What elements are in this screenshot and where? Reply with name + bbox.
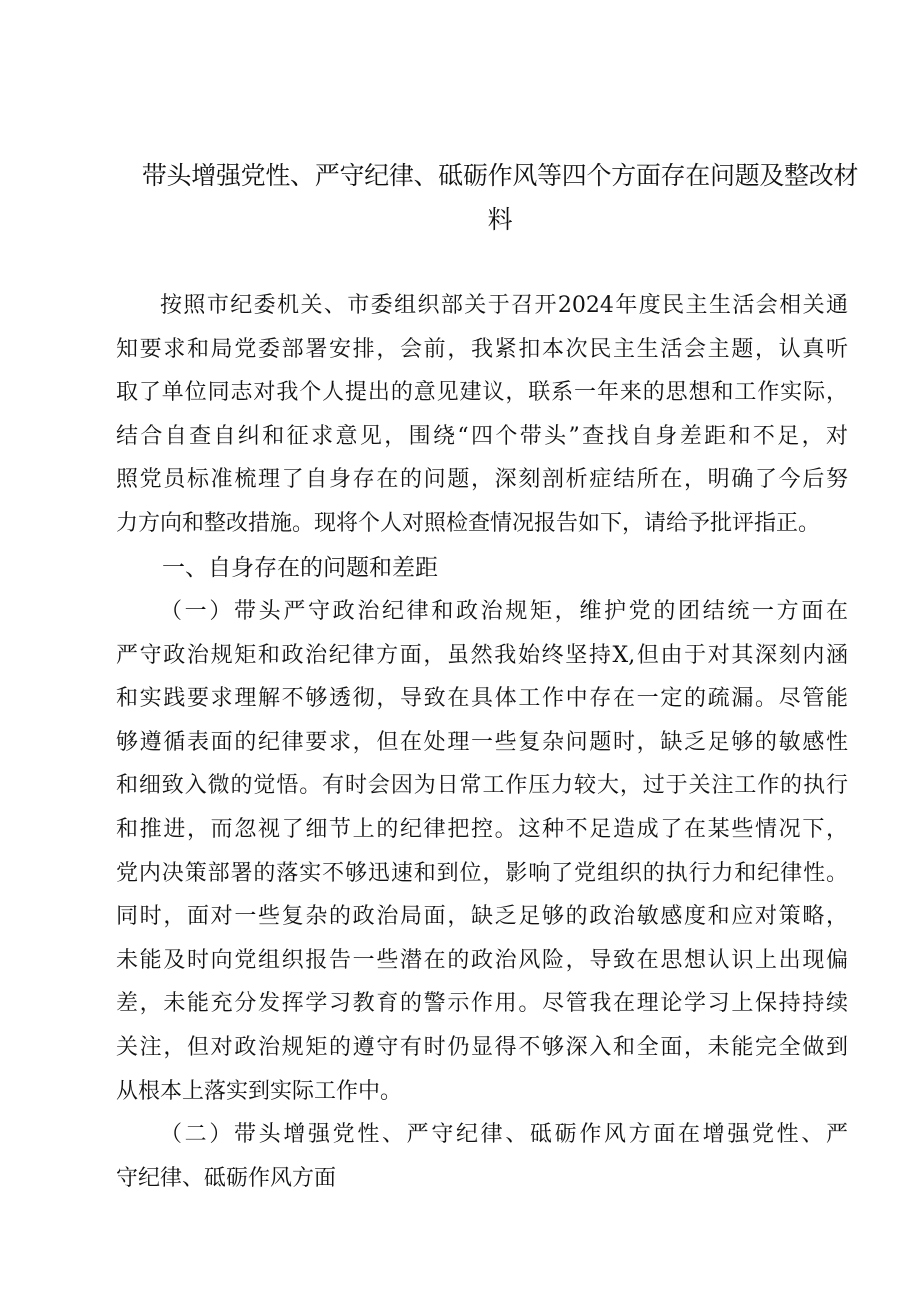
subsection-2-line: （二）带头增强党性、严守纪律、砥砺作风方面在增强党性、严	[160, 1122, 848, 1147]
subsection-1-line: 同时，面对一些复杂的政治局面，缺乏足够的政治敏感度和应对策略，	[116, 904, 848, 930]
subsection-1-line: 未能及时向党组织报告一些潜在的政治风险，导致在思想认识上出现偏	[116, 947, 848, 973]
intro-line: 按照市纪委机关、市委组织部关于召开2024年度民主生活会相关通	[160, 293, 848, 318]
section-1-heading: 一、自身存在的问题和差距	[162, 555, 438, 581]
document-title-line-2: 料	[487, 205, 513, 234]
subsection-1-line: （一）带头严守政治纪律和政治规矩，维护党的团结统一方面在	[160, 599, 848, 624]
intro-line: 力方向和整改措施。现将个人对照检查情况报告如下，请给予批评指正。	[116, 510, 821, 536]
subsection-1-paragraph	[116, 590, 848, 1113]
intro-line: 知要求和局党委部署安排，会前，我紧扣本次民主生活会主题，认真听	[116, 336, 848, 362]
subsection-1-line: 和细致入微的觉悟。有时会因为日常工作压力较大，过于关注工作的执行	[116, 773, 848, 799]
document-title-line-1: 带头增强党性、严守纪律、砥砺作风等四个方面存在问题及整改材	[141, 161, 859, 190]
subsection-1-line: 关注，但对政治规矩的遵守有时仍显得不够深入和全面，未能完全做到	[116, 1034, 848, 1060]
subsection-1-line: 从根本上落实到实际工作中。	[116, 1078, 403, 1104]
subsection-1-line: 党内决策部署的落实不够迅速和到位，影响了党组织的执行力和纪律性。	[116, 860, 848, 886]
subsection-2-paragraph	[116, 1113, 848, 1200]
intro-paragraph	[116, 284, 848, 546]
intro-line: 取了单位同志对我个人提出的意见建议，联系一年来的思想和工作实际，	[116, 380, 848, 406]
subsection-1-line: 和实践要求理解不够透彻，导致在具体工作中存在一定的疏漏。尽管能	[116, 686, 848, 712]
intro-line: 结合自查自纠和征求意见，围绕“四个带头”查找自身差距和不足，对	[116, 423, 848, 449]
intro-line: 照党员标准梳理了自身存在的问题，深刻剖析症结所在，明确了今后努	[116, 467, 848, 493]
subsection-1-line: 严守政治规矩和政治纪律方面，虽然我始终坚持X,但由于对其深刻内涵	[116, 642, 848, 668]
subsection-1-line: 差，未能充分发挥学习教育的警示作用。尽管我在理论学习上保持持续	[116, 991, 848, 1017]
subsection-2-line: 守纪律、砥砺作风方面	[116, 1165, 337, 1191]
subsection-1-line: 和推进，而忽视了细节上的纪律把控。这种不足造成了在某些情况下，	[116, 816, 848, 842]
subsection-1-line: 够遵循表面的纪律要求，但在处理一些复杂问题时，缺乏足够的敏感性	[116, 729, 848, 755]
